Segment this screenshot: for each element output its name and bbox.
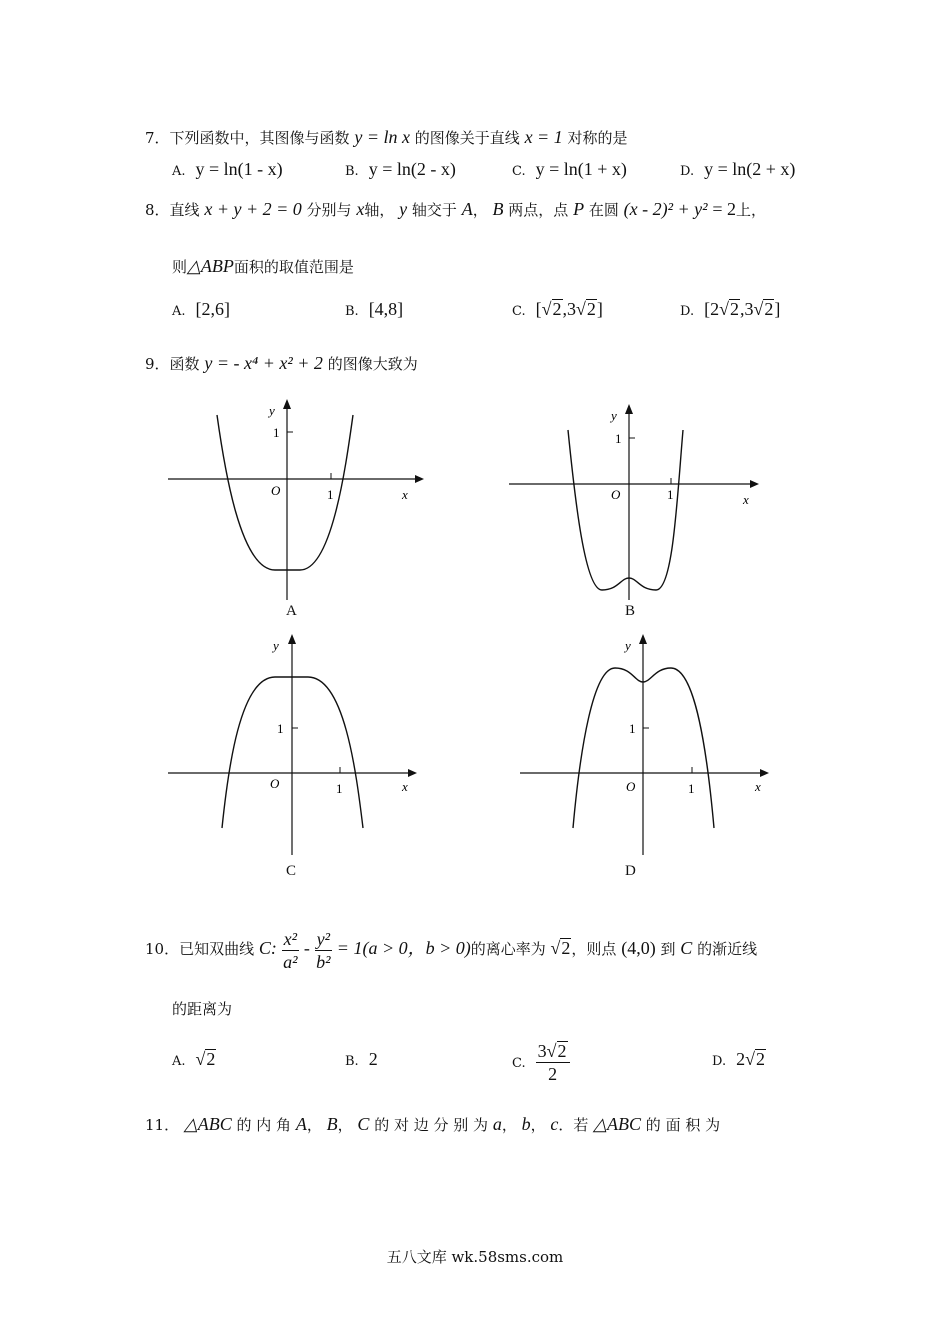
q10-stem-2	[172, 998, 232, 1020]
x-label: x	[402, 779, 408, 794]
option-root: 2	[206, 1049, 216, 1069]
q10-C2: C	[680, 938, 693, 958]
q8-text: 在圆	[588, 201, 619, 219]
q8-triangle: △ABP	[187, 256, 234, 276]
x-tick-label: 1	[327, 487, 334, 502]
graph-c	[160, 630, 430, 860]
frac-num: 3	[537, 1041, 547, 1061]
q10-text: 已知双曲线	[179, 940, 255, 958]
q10-text: 的离心率为	[470, 940, 546, 958]
x-axis-arrow	[760, 769, 769, 777]
q11-text: 的 内 角	[236, 1116, 292, 1134]
q8-sep: ，	[472, 201, 488, 219]
frac-den: 2	[548, 1064, 558, 1084]
option-expr: y = ln(2 + x)	[704, 159, 796, 179]
q9-text: 的图像大致为	[327, 355, 418, 373]
q11-A: A	[295, 1114, 307, 1134]
y-axis-arrow	[283, 399, 291, 409]
origin-label: O	[626, 779, 636, 794]
q7-option-d	[680, 158, 795, 183]
q10-option-c: C. $\frac{3√2}{2}$	[512, 1040, 570, 1085]
q8-text: 轴，	[364, 201, 395, 219]
page-footer: 五八文库 wk.58sms.com	[386, 1248, 564, 1266]
q10-text: ，则点	[571, 940, 617, 958]
origin-label: O	[271, 483, 281, 498]
q9-text: 函数	[169, 355, 200, 373]
q7-line: x = 1	[524, 127, 563, 147]
x-axis-arrow	[408, 769, 417, 777]
x-axis-arrow	[750, 480, 759, 488]
origin-label: O	[611, 487, 621, 502]
option-expr: ]	[774, 299, 781, 319]
option-expr: [4,8]	[368, 299, 404, 319]
x-tick-label: 1	[336, 781, 343, 796]
q10-option-b	[345, 1048, 378, 1073]
option-expr: ]	[596, 299, 603, 319]
y-tick-label: 1	[277, 721, 284, 736]
q8-text: 上，	[736, 201, 767, 219]
q8-B: B	[492, 199, 504, 219]
graph-c-caption: C	[286, 863, 297, 879]
q8-text: 分别与	[306, 201, 352, 219]
q10-text: 到	[660, 940, 676, 958]
q11-text: ．若	[558, 1116, 589, 1134]
curve	[568, 430, 683, 590]
x-label: x	[755, 779, 761, 794]
option-root: 2	[764, 299, 774, 319]
option-label: A.	[172, 164, 186, 179]
q11-a: a	[492, 1114, 502, 1134]
q10-C: C:	[258, 938, 277, 958]
option-label: C.	[512, 164, 526, 179]
graph-b	[505, 400, 775, 605]
q10-text: 的渐近线	[697, 940, 758, 958]
q11-number: 11．	[145, 1116, 180, 1134]
y-label: y	[269, 403, 275, 418]
q8-stem-2	[172, 255, 354, 278]
origin-label: O	[270, 776, 280, 791]
q8-P: P	[573, 199, 585, 219]
q7-function: y = ln x	[354, 127, 410, 147]
q7-number: 7．	[145, 129, 170, 147]
q7-text-b: 的图像关于直线	[414, 129, 520, 147]
q8-option-c: C. [√2,3√2]	[512, 299, 603, 319]
option-label: B.	[345, 164, 359, 179]
option-label: B.	[345, 1054, 359, 1069]
y-tick-label: 1	[615, 431, 622, 446]
q9-stem	[145, 352, 418, 375]
y-axis-arrow	[625, 404, 633, 414]
option-expr: y = ln(2 - x)	[368, 159, 456, 179]
y-tick-label: 1	[273, 425, 280, 440]
option-label: D.	[712, 1054, 727, 1069]
option-label: C.	[512, 1055, 526, 1071]
q8-text: 轴交于	[411, 201, 457, 219]
q10-point: (4,0)	[621, 938, 656, 958]
q11-C: C	[357, 1114, 370, 1134]
q9-function: y = - x⁴ + x² + 2	[204, 353, 323, 373]
frac-den: a²	[283, 951, 298, 972]
q10-option-a: A. √2	[172, 1049, 216, 1069]
q11-b: b	[521, 1114, 531, 1134]
q8-option-b	[345, 298, 403, 323]
option-expr: ,3	[739, 299, 754, 319]
graph-b-caption: B	[625, 603, 636, 619]
option-label: D.	[680, 164, 695, 179]
y-label: y	[273, 638, 279, 653]
q9-number: 9．	[145, 355, 170, 373]
x-axis-arrow	[415, 475, 424, 483]
graph-d	[515, 630, 785, 860]
q8-text: 两点，点	[508, 201, 569, 219]
option-expr: [	[535, 299, 542, 319]
option-root: 2	[755, 1049, 765, 1069]
q8-stem	[145, 198, 766, 221]
y-label: y	[625, 638, 631, 653]
q10-fraction-y	[315, 928, 332, 973]
frac-num: y²	[316, 928, 331, 949]
option-expr: ,3	[562, 299, 577, 319]
q8-text: 面积的取值范围是	[233, 258, 354, 276]
x-label: x	[743, 492, 749, 507]
q11-triangle: △ABC	[183, 1114, 232, 1134]
option-expr: 2	[368, 1049, 378, 1069]
frac-den: b²	[316, 951, 331, 972]
q8-option-a	[172, 298, 230, 323]
q10-minus: -	[303, 938, 310, 958]
q8-circle-rhs: = 2	[712, 199, 737, 219]
graph-d-caption: D	[625, 863, 636, 879]
q10-fraction-x	[282, 928, 299, 973]
q11-B: B	[326, 1114, 338, 1134]
q11-stem: 11． △ABC 的 内 角 A， B， C 的 对 边 分 别 为 a， b， c．若 △ABC 的 面 积 为	[145, 1114, 721, 1134]
q11-text: 的 对 边 分 别 为	[374, 1116, 489, 1134]
q7-option-a	[172, 158, 283, 183]
q10-number: 10．	[145, 940, 180, 958]
y-axis-arrow	[639, 634, 647, 644]
q10-stem: 10．已知双曲线 C: $\frac{\text{x²}}{\text{a²}}$ - $\frac{\text{y²}}{\text{b²}}$ = 1(a > 0，b > 0)的离心率为 √2，则点 (4,0) 到 C 的渐近线	[145, 928, 758, 972]
q8-A: A	[461, 199, 473, 219]
y-label: y	[611, 408, 617, 423]
option-label: A.	[172, 1054, 186, 1069]
y-tick-label: 1	[629, 721, 636, 736]
q11-triangle-2: △ABC	[593, 1114, 642, 1134]
q7-stem	[145, 126, 628, 149]
q11-text: 的 面 积 为	[645, 1116, 721, 1134]
frac-num: x²	[283, 928, 298, 949]
option-root: 2	[586, 299, 596, 319]
option-expr: [2	[704, 299, 720, 319]
q11-c: c	[550, 1114, 559, 1134]
option-root: 2	[557, 1041, 567, 1061]
option-expr: [2,6]	[195, 299, 231, 319]
q7-text-c: 对称的是	[567, 129, 628, 147]
x-tick-label: 1	[688, 781, 695, 796]
option-expr: y = ln(1 + x)	[535, 159, 627, 179]
q8-line-eq: x + y + 2 = 0	[204, 199, 302, 219]
q8-option-d: D. [2√2,3√2]	[680, 299, 781, 319]
q8-number: 8．	[145, 201, 170, 219]
q8-x: x	[356, 199, 365, 219]
q10-option-d: D. 2√2	[712, 1049, 765, 1069]
option-label: D.	[680, 304, 695, 319]
q10-eccentricity: 2	[561, 938, 571, 958]
q7-text-a: 下列函数中，其图像与函数	[169, 129, 350, 147]
option-root: 2	[729, 299, 739, 319]
q8-circle-lhs: (x - 2)² + y²	[623, 199, 708, 219]
q8-y: y	[399, 199, 408, 219]
x-label: x	[402, 487, 408, 502]
graph-a-caption: A	[286, 603, 297, 619]
q8-text: 直线	[169, 201, 200, 219]
option-label: C.	[512, 304, 526, 319]
q10-text: 的距离为	[172, 1000, 233, 1018]
option-label: A.	[172, 304, 186, 319]
q10-rest: = 1(a > 0，b > 0)	[336, 938, 471, 958]
q7-option-c	[512, 158, 627, 183]
q7-option-b	[345, 158, 456, 183]
x-tick-label: 1	[667, 487, 674, 502]
option-root: 2	[552, 299, 562, 319]
q8-text: 则	[172, 258, 188, 276]
option-label: B.	[345, 304, 359, 319]
option-expr: y = ln(1 - x)	[195, 159, 283, 179]
option-expr: 2	[736, 1049, 746, 1069]
y-axis-arrow	[288, 634, 296, 644]
graph-a	[160, 395, 430, 605]
